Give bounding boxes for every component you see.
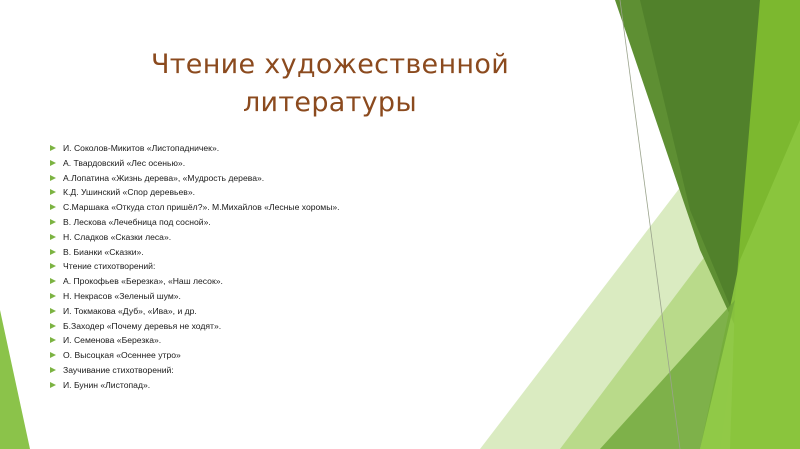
list-item: Н. Некрасов «Зеленый шум». <box>50 289 610 304</box>
bullet-arrow-icon <box>50 382 56 388</box>
list-item: Заучивание стихотворений: <box>50 363 610 378</box>
list-item: С.Маршака «Откуда стол пришёл?». М.Михайлов «Лесные хоромы». <box>50 200 610 215</box>
list-item: В. Бианки «Сказки». <box>50 245 610 260</box>
title-line-1: Чтение художественной <box>150 49 510 80</box>
list-item: А. Твардовский «Лес осенью». <box>50 156 610 171</box>
bullet-arrow-icon <box>50 234 56 240</box>
bullet-arrow-icon <box>50 204 56 210</box>
bullet-arrow-icon <box>50 337 56 343</box>
left-edge-stripe <box>0 310 30 449</box>
bullet-arrow-icon <box>50 189 56 195</box>
bullet-arrow-icon <box>50 367 56 373</box>
bullet-arrow-icon <box>50 308 56 314</box>
literature-list <box>50 141 610 393</box>
list-item: Чтение стихотворений: <box>50 259 610 274</box>
list-item: Н. Сладков «Сказки леса». <box>50 230 610 245</box>
title-line-2: литературы <box>243 87 417 118</box>
list-item: К.Д. Ушинский «Спор деревьев». <box>50 185 610 200</box>
bullet-arrow-icon <box>50 352 56 358</box>
list-item: И. Бунин «Листопад». <box>50 378 610 393</box>
list-item: Б.Заходер «Почему деревья не ходят». <box>50 319 610 334</box>
list-item: А. Прокофьев «Березка», «Наш лесок». <box>50 274 610 289</box>
slide-title <box>120 46 540 122</box>
list-item: В. Лескова «Лечебница под сосной». <box>50 215 610 230</box>
list-item: И. Токмакова «Дуб», «Ива», и др. <box>50 304 610 319</box>
list-item: О. Высоцкая «Осеннее утро» <box>50 348 610 363</box>
bullet-arrow-icon <box>50 293 56 299</box>
bullet-arrow-icon <box>50 219 56 225</box>
bullet-arrow-icon <box>50 323 56 329</box>
bullet-arrow-icon <box>50 175 56 181</box>
bullet-arrow-icon <box>50 278 56 284</box>
bullet-arrow-icon <box>50 160 56 166</box>
bullet-arrow-icon <box>50 249 56 255</box>
list-item: И. Соколов-Микитов «Листопадничек». <box>50 141 610 156</box>
list-item: И. Семенова «Березка». <box>50 333 610 348</box>
list-item: А.Лопатина «Жизнь дерева», «Мудрость дерева». <box>50 171 610 186</box>
bullet-arrow-icon <box>50 263 56 269</box>
bullet-arrow-icon <box>50 145 56 151</box>
